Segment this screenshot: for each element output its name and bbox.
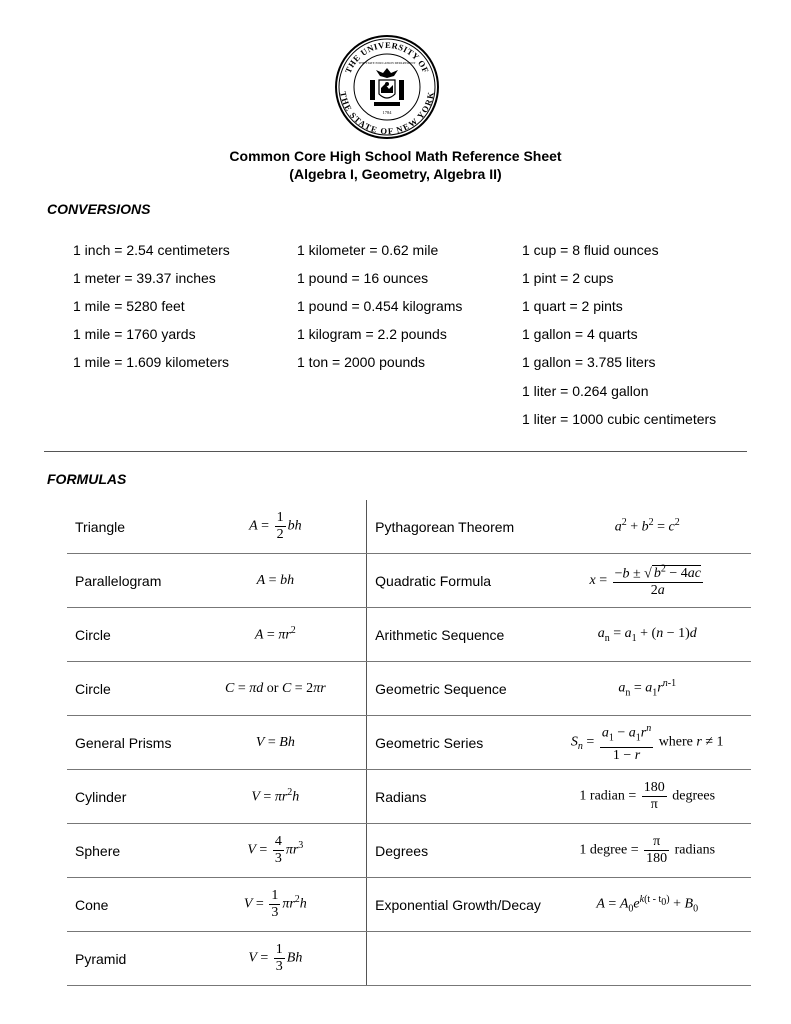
conversions-heading: CONVERSIONS: [47, 201, 151, 217]
formula-name: Pythagorean Theorem: [367, 500, 544, 554]
conversion-item: 1 gallon = 4 quarts: [522, 326, 638, 342]
formula-name: Quadratic Formula: [367, 554, 544, 608]
table-row: [67, 770, 751, 824]
formulas-table: [67, 500, 751, 986]
parallelogram-formula: A = bh: [185, 554, 367, 608]
formula-name: Circle: [67, 608, 185, 662]
table-row: [67, 878, 751, 932]
formula-name: Pyramid: [67, 932, 185, 986]
table-row: [67, 932, 751, 986]
conversion-item: 1 meter = 39.37 inches: [73, 270, 216, 286]
formula-name: Arithmetic Sequence: [367, 608, 544, 662]
formula-name: Triangle: [67, 500, 185, 554]
formula-name: Degrees: [367, 824, 544, 878]
conversion-item: 1 kilometer = 0.62 mile: [297, 242, 439, 258]
table-row: [67, 500, 751, 554]
table-row: [67, 554, 751, 608]
formula-name: Geometric Series: [367, 716, 544, 770]
conversion-item: 1 kilogram = 2.2 pounds: [297, 326, 447, 342]
seal-text-bottom: THE STATE OF NEW YORK: [337, 90, 437, 137]
degrees-formula: 1 degree = $\frac{\pi}{180}$ radians: [543, 824, 751, 878]
formula-name: Sphere: [67, 824, 185, 878]
conversion-item: 1 gallon = 3.785 liters: [522, 354, 656, 370]
formulas-heading: FORMULAS: [47, 471, 127, 487]
conversion-item: 1 pint = 2 cups: [522, 270, 614, 286]
university-seal: [334, 34, 440, 140]
formula-name: Circle: [67, 662, 185, 716]
formula-name: Cylinder: [67, 770, 185, 824]
arithmetic-sequence-formula: $a_n = a_1 + (n - 1)d$: [543, 608, 751, 662]
degrees-word: degrees: [672, 788, 716, 804]
geometric-series-formula: $S_n$ = $\frac{a_1 - a_1r^n}{1 - r}$ where r ≠ 1: [543, 716, 751, 770]
degree-text: 1 degree =: [579, 842, 639, 858]
circle-circumference-formula: C = πd or C = 2πr: [185, 662, 367, 716]
conversion-item: 1 inch = 2.54 centimeters: [73, 242, 230, 258]
formula-name: Radians: [367, 770, 544, 824]
or-word: or: [266, 680, 279, 696]
quadratic-formula: x = $\frac{-b \pm √ b^2 - 4ac}{2a}$: [543, 554, 751, 608]
formula-name: General Prisms: [67, 716, 185, 770]
conversion-item: 1 mile = 1.609 kilometers: [73, 354, 230, 370]
section-divider: [44, 451, 747, 452]
circle-area-formula: $A = \pi r^2$: [185, 608, 367, 662]
empty-cell: [543, 932, 751, 986]
conversion-item: 1 cup = 8 fluid ounces: [522, 242, 659, 258]
table-row: [67, 662, 751, 716]
cone-volume-formula: V = $\frac{1}{3}$ $\pi r^2h$: [185, 878, 367, 932]
table-row: [67, 716, 751, 770]
prism-volume-formula: V = Bh: [185, 716, 367, 770]
radians-formula: 1 radian = $\frac{180}{\pi}$ degrees: [543, 770, 751, 824]
conversion-item: 1 liter = 0.264 gallon: [522, 383, 649, 399]
conversion-item: 1 mile = 5280 feet: [73, 298, 185, 314]
formula-name: Cone: [67, 878, 185, 932]
geometric-sequence-formula: $a_n = a_1r^{n-1}$: [543, 662, 751, 716]
radian-text: 1 radian =: [579, 788, 637, 804]
exponential-formula: $A = A_0e^{k(t - t_0)} + B_0$: [543, 878, 751, 932]
sphere-volume-formula: V = $\frac{4}{3}$ $\pi r^3$: [185, 824, 367, 878]
table-row: [67, 824, 751, 878]
formula-name: Parallelogram: [67, 554, 185, 608]
page-subtitle: (Algebra I, Geometry, Algebra II): [289, 166, 502, 182]
formula-name: Geometric Sequence: [367, 662, 544, 716]
pyramid-volume-formula: V = $\frac{1}{3}$ Bh: [185, 932, 367, 986]
conversion-item: 1 quart = 2 pints: [522, 298, 623, 314]
formula-name: Exponential Growth/Decay: [367, 878, 544, 932]
cylinder-volume-formula: $V = \pi r^2h$: [185, 770, 367, 824]
page-title: Common Core High School Math Reference Sheet: [229, 148, 562, 164]
table-row: [67, 608, 751, 662]
pythagorean-formula: $a^2 + b^2 = c^2$: [543, 500, 751, 554]
conversion-item: 1 pound = 16 ounces: [297, 270, 429, 286]
triangle-formula: A = $\frac{1}{2}$ bh: [185, 500, 367, 554]
seal-inner-text: THE STATE EDUCATION DEPARTMENT: [358, 61, 416, 65]
seal-year: 1784: [382, 110, 392, 115]
conversion-item: 1 liter = 1000 cubic centimeters: [522, 411, 717, 427]
formula-name: [367, 932, 544, 986]
radians-word: radians: [674, 842, 716, 858]
seal-text-top: THE UNIVERSITY OF: [342, 39, 432, 75]
where-word: where: [658, 734, 693, 750]
conversion-item: 1 mile = 1760 yards: [73, 326, 196, 342]
conversion-item: 1 pound = 0.454 kilograms: [297, 298, 463, 314]
conversion-item: 1 ton = 2000 pounds: [297, 354, 426, 370]
